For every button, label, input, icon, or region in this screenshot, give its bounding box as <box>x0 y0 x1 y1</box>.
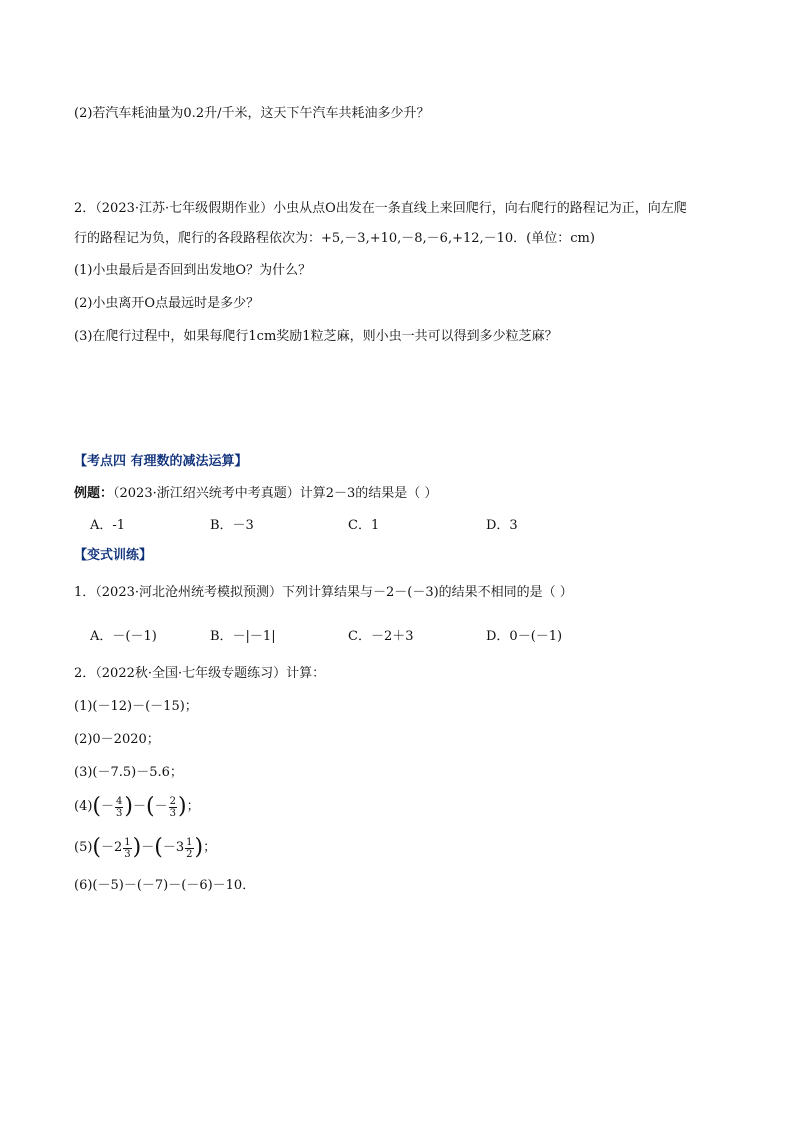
example-option-c: C．1 <box>348 518 380 533</box>
q2-part3: (3)在爬行过程中，如果每爬行1cm奖励1粒芝麻，则小虫一共可以得到多少粒芝麻？ <box>74 329 558 344</box>
example-option-d: D．3 <box>486 518 518 533</box>
variant-q2: 2．（2022秋·全国·七年级专题练习）计算： <box>74 666 326 681</box>
calc-item-5-label: (5) <box>74 840 93 855</box>
example-label: 例题： <box>74 486 114 501</box>
mixed-number-5-2: －3 $\frac{1}{2}$ <box>162 836 193 860</box>
fraction-4-1: $\frac{4}{3}$ <box>116 795 123 819</box>
variant-option-c: C．－2＋3 <box>348 629 414 644</box>
calc-item-1: (1)(－12)－(－15)； <box>74 699 198 714</box>
calc-item-3: (3)(－7.5)－5.6； <box>74 765 183 780</box>
calc-item-4-label: (4) <box>74 799 93 814</box>
mixed-number-5-1: －2 $\frac{1}{3}$ <box>101 836 131 860</box>
example-text: （2023·浙江绍兴统考中考真题）计算2－3的结果是（ ） <box>113 486 438 501</box>
q2-part2: (2)小虫离开O点最远时是多少？ <box>74 296 260 311</box>
q2-line2: 行的路程记为负，爬行的各段路程依次为：+5,－3,+10,－8,－6,+12,－10．(单位：cm) <box>74 231 595 246</box>
calc-item-2: (2)0－2020； <box>74 732 160 747</box>
example-option-a: A．-1 <box>90 518 126 533</box>
q2-line1: 2．（2023·江苏·七年级假期作业）小虫从点O出发在一条直线上来回爬行，向右爬行的路程记为正，向左爬 <box>74 201 687 216</box>
variant-option-b: B．－|－1| <box>210 629 276 644</box>
section-title-4: 【考点四 有理数的减法运算】 <box>74 454 248 469</box>
variant-option-a: A．－(－1) <box>90 629 157 644</box>
example-line <box>74 484 437 504</box>
example-option-b: B．－3 <box>210 518 254 533</box>
calc-item-6: (6)(－5)－(－7)－(－6)－10． <box>74 878 256 893</box>
fraction-4-2: $\frac{2}{3}$ <box>169 795 176 819</box>
q2-part1: (1)小虫最后是否回到出发地O？为什么？ <box>74 263 312 278</box>
q1-part2: (2)若汽车耗油量为0.2升/千米，这天下午汽车共耗油多少升？ <box>74 106 430 121</box>
calc-item-5: (5) ( －2 $\frac{1}{3}$ ) － ( －3 $\frac{1}{2}$ ) ； <box>74 835 217 860</box>
variant-q1: 1．（2023·河北沧州统考模拟预测）下列计算结果与－2－(－3)的结果不相同的是（ ） <box>74 585 573 600</box>
variant-title: 【变式训练】 <box>74 548 153 563</box>
calc-item-4: (4) ( － $\frac{4}{3}$ ) － ( － $\frac{2}{3}$ ) ； <box>74 794 200 819</box>
variant-option-d: D．0－(－1) <box>486 629 563 644</box>
